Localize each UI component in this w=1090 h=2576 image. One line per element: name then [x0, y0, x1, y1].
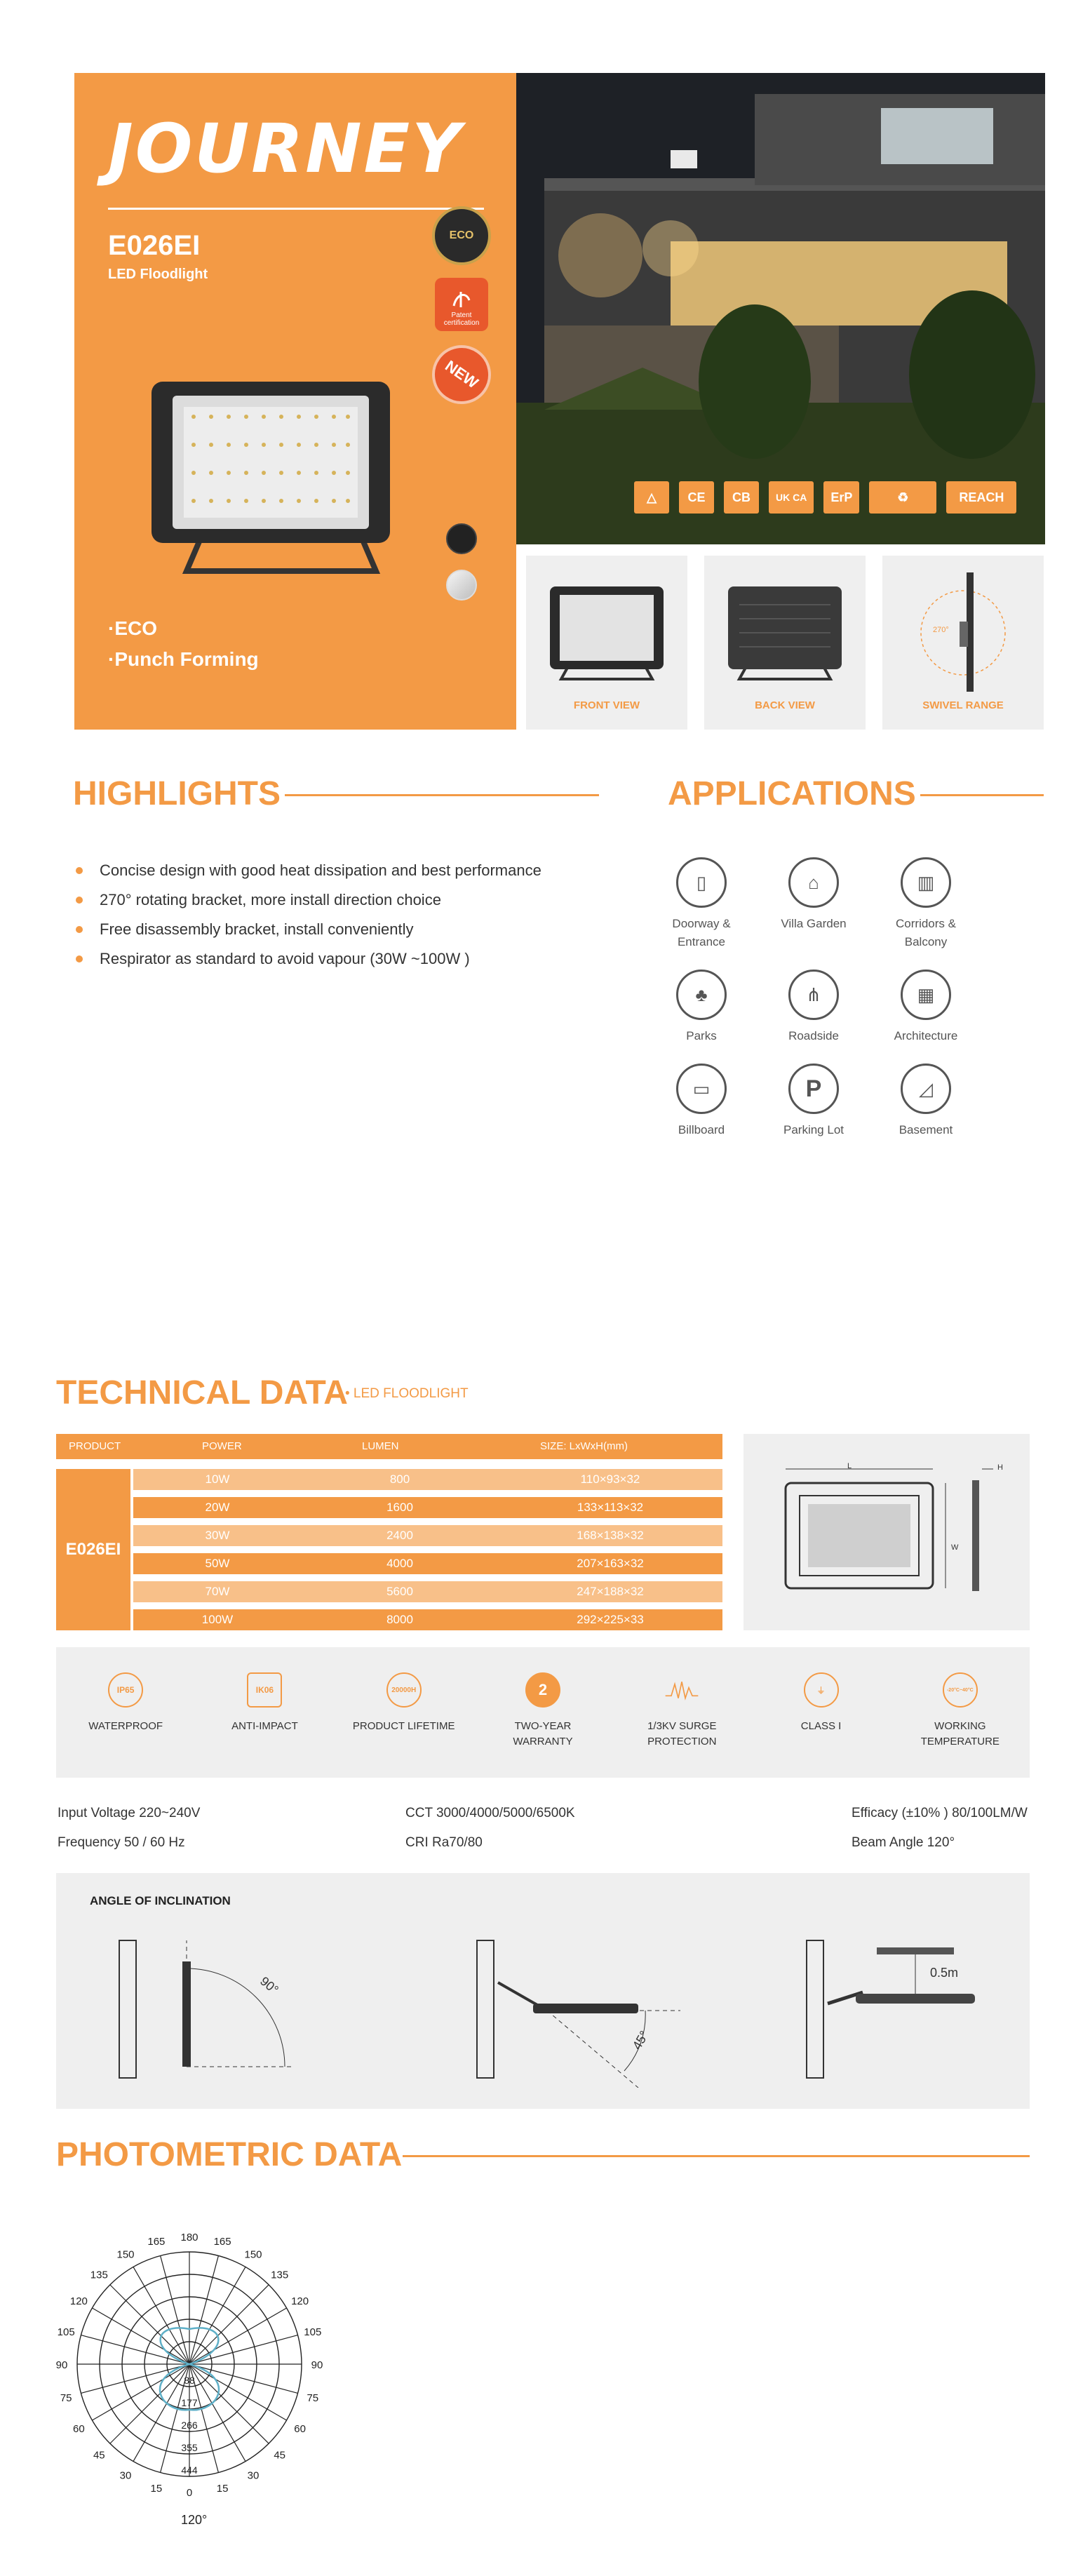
road-trees-icon: ⋔ [788, 970, 839, 1020]
feature-class-i: ⏚ CLASS I [762, 1672, 881, 1734]
table-row: 20W 1600 133×113×32 [133, 1497, 722, 1518]
stairs-icon: ◿ [901, 1064, 951, 1114]
feature-item: ·Punch Forming [108, 648, 259, 670]
feature-icon-strip [56, 1647, 1030, 1778]
polar-angle-label: 135 [90, 2269, 108, 2281]
polar-radial-label: 88 [184, 2375, 195, 2386]
tree-bench-icon: ♣ [676, 970, 727, 1020]
front-view-icon [547, 584, 666, 682]
cb-cert-badge: CB [724, 481, 759, 514]
highlights-rule [285, 794, 599, 796]
application-item: ▥ Corridors & Balcony [870, 857, 982, 951]
hero-scene-photo [516, 73, 1045, 544]
color-swatch-black[interactable] [446, 523, 477, 554]
polar-radial-label: 266 [181, 2420, 198, 2431]
polar-spoke [189, 2364, 245, 2462]
table-row: 30W 2400 168×138×32 [133, 1525, 722, 1546]
application-item: ◿ Basement [870, 1064, 982, 1139]
erp-cert-badge: ErP [823, 481, 859, 514]
feature-list [108, 613, 259, 675]
feature-anti-impact: IK06 ANTI-IMPACT [205, 1672, 324, 1734]
polar-angle-label: 120 [291, 2295, 309, 2307]
hero-panel [74, 73, 516, 730]
feature-surge: 1/3KV SURGE PROTECTION [622, 1672, 741, 1750]
polar-radial-label: 444 [181, 2464, 198, 2476]
inclination-distance-diagram [800, 1933, 1010, 2088]
spec-beam-angle: Beam Angle 120° [852, 1835, 955, 1850]
swivel-range-icon [910, 565, 1016, 699]
polar-spoke [189, 2267, 245, 2364]
highlight-item: Concise design with good heat dissipation and best performance [74, 856, 541, 885]
polar-spoke [92, 2364, 189, 2420]
photometric-rule [403, 2155, 1030, 2157]
spec-cct: CCT 3000/4000/5000/6500K [405, 1806, 575, 1820]
highlight-item: Free disassembly bracket, install conveniently [74, 915, 541, 944]
dim-length-label: L [847, 1462, 852, 1470]
feature-warranty: 2 TWO-YEAR WARRANTY [483, 1672, 603, 1750]
polar-angle-label: 180 [180, 2232, 199, 2243]
polar-spoke [189, 2364, 287, 2420]
new-badge-icon: NEW [421, 334, 503, 416]
application-item: ⋔ Roadside [758, 970, 870, 1045]
swivel-range-label: SWIVEL RANGE [922, 699, 1004, 711]
front-view-label: FRONT VIEW [573, 699, 640, 711]
polar-spoke [133, 2267, 189, 2364]
feature-waterproof: IP65 WATERPROOF [66, 1672, 185, 1734]
polar-spoke [189, 2285, 269, 2364]
header-lumen: LUMEN [362, 1440, 399, 1452]
beam-angle-caption: 120° [181, 2513, 208, 2527]
inclination-45-diagram [470, 1933, 701, 2088]
photometric-title: PHOTOMETRIC DATA [56, 2136, 403, 2173]
swivel-angle: 270° [933, 626, 949, 634]
polar-angle-label: 30 [247, 2469, 260, 2482]
parking-icon: P [788, 1064, 839, 1114]
polar-angle-label: 105 [304, 2326, 322, 2338]
technical-data-subtitle: • LED FLOODLIGHT [345, 1386, 469, 1401]
polar-angle-label: 120 [69, 2295, 88, 2307]
application-item: ▯ Doorway & Entrance [645, 857, 758, 951]
spec-efficacy: Efficacy (±10% ) 80/100LM/W [852, 1806, 1028, 1820]
distance-label: 0.5m [930, 1966, 959, 1980]
spec-frequency: Frequency 50 / 60 Hz [58, 1835, 185, 1850]
highlight-item: 270° rotating bracket, more install direction choice [74, 885, 541, 915]
model-name: E026EI [108, 230, 201, 261]
polar-angle-label: 90 [311, 2359, 323, 2371]
building-icon: ▦ [901, 970, 951, 1020]
polar-angle-label: 135 [271, 2269, 289, 2281]
polar-radial-label: 355 [181, 2442, 198, 2453]
front-view-card[interactable] [526, 556, 687, 730]
polar-angle-label: 45 [93, 2449, 105, 2462]
reach-cert-badge: REACH [946, 481, 1016, 514]
rohs-cert-icon: ♻ [869, 481, 936, 514]
header-product: PRODUCT [69, 1440, 121, 1452]
polar-angle-label: 75 [307, 2392, 319, 2405]
highlights-list [74, 856, 541, 974]
applications-title: APPLICATIONS [668, 775, 916, 812]
polar-spoke [189, 2364, 269, 2443]
table-row: 50W 4000 207×163×32 [133, 1553, 722, 1574]
applications-rule [920, 794, 1044, 796]
certification-row [634, 481, 1016, 514]
ce-cert-badge: CE [679, 481, 714, 514]
application-item: ♣ Parks [645, 970, 758, 1045]
model-subtitle: LED Floodlight [108, 267, 208, 282]
application-item: ⌂ Villa Garden [758, 857, 870, 951]
brand-divider [108, 208, 484, 210]
eco-badge-icon: ECO [432, 206, 491, 265]
polar-spoke [110, 2285, 189, 2364]
feature-lifetime: 20000H PRODUCT LIFETIME [344, 1672, 464, 1734]
polar-angle-label: 15 [150, 2482, 163, 2495]
polar-spoke [81, 2364, 189, 2393]
application-item: ▭ Billboard [645, 1064, 758, 1139]
polar-angle-label: 165 [147, 2236, 166, 2248]
polar-angle-label: 165 [213, 2236, 231, 2248]
inclination-card [56, 1873, 1030, 2109]
applications-grid [645, 857, 982, 1139]
house-icon: ⌂ [788, 857, 839, 908]
spec-cri: CRI Ra70/80 [405, 1835, 483, 1850]
billboard-icon: ▭ [676, 1064, 727, 1114]
patent-badge-icon: Patent certification [435, 278, 488, 331]
header-power: POWER [202, 1440, 242, 1452]
spec-table-product: E026EI [56, 1469, 130, 1630]
polar-angle-label: 105 [57, 2326, 75, 2338]
color-swatch-white[interactable] [446, 570, 477, 601]
door-icon: ▯ [676, 857, 727, 908]
highlight-item: Respirator as standard to avoid vapour (30W ~100W ) [74, 944, 541, 974]
polar-angle-label: 45 [274, 2449, 286, 2462]
polar-spoke [189, 2308, 287, 2364]
back-view-label: BACK VIEW [755, 699, 815, 711]
feature-item: ·ECO [108, 617, 157, 639]
swivel-range-card[interactable] [882, 556, 1044, 730]
ground-icon: ⏚ [804, 1672, 839, 1708]
polar-curve-chart [42, 2210, 351, 2504]
table-row: 10W 800 110×93×32 [133, 1469, 722, 1490]
polar-spoke [81, 2335, 189, 2364]
waterproof-icon: IP65 [108, 1672, 143, 1708]
table-row: 100W 8000 292×225×33 [133, 1609, 722, 1630]
ukca-cert-badge: UK CA [769, 481, 814, 514]
back-view-card[interactable] [704, 556, 866, 730]
polar-spoke [110, 2364, 189, 2443]
polar-angle-label: 90 [55, 2359, 68, 2371]
dimension-drawing-card [744, 1434, 1030, 1630]
surge-wave-icon [664, 1672, 699, 1708]
header-size: SIZE: LxWxH(mm) [540, 1440, 628, 1452]
polar-angle-label: 150 [244, 2248, 262, 2261]
polar-spoke [189, 2255, 218, 2364]
corridor-icon: ▥ [901, 857, 951, 908]
feature-temperature: -20°C~40°C WORKING TEMPERATURE [901, 1672, 1020, 1750]
spec-table-header [56, 1434, 722, 1459]
floodlight-product-icon [144, 368, 411, 592]
application-item: ▦ Architecture [870, 970, 982, 1045]
spec-input-voltage: Input Voltage 220~240V [58, 1806, 201, 1820]
dim-height-label: H [997, 1463, 1003, 1472]
polar-angle-label: 60 [294, 2423, 306, 2435]
inclination-title: ANGLE OF INCLINATION [90, 1894, 231, 1907]
inclination-90-diagram [112, 1933, 323, 2088]
warranty-icon: 2 [525, 1672, 560, 1708]
dim-width-label: W [951, 1543, 959, 1552]
polar-angle-label: 0 [186, 2487, 193, 2499]
polar-angle-label: 150 [116, 2248, 135, 2261]
dimension-drawing-icon [772, 1462, 1003, 1609]
polar-angle-label: 30 [119, 2469, 132, 2482]
polar-spoke [189, 2335, 298, 2364]
anti-impact-icon: IK06 [247, 1672, 282, 1708]
sun-temperature-icon: -20°C~40°C [943, 1672, 978, 1708]
table-row: 70W 5600 247×188×32 [133, 1581, 722, 1602]
back-view-icon [725, 584, 845, 682]
application-item: P Parking Lot [758, 1064, 870, 1139]
polar-angle-label: 60 [73, 2423, 85, 2435]
angle-45-label: 45° [629, 2028, 652, 2053]
polar-angle-label: 75 [60, 2392, 72, 2405]
polar-spoke [189, 2364, 298, 2393]
highlights-title: HIGHLIGHTS [73, 775, 281, 812]
technical-data-title: TECHNICAL DATA [56, 1374, 348, 1411]
polar-spoke [161, 2255, 189, 2364]
polar-radial-label: 177 [181, 2397, 198, 2408]
angle-90-label: 90° [257, 1973, 281, 1997]
polar-angle-label: 15 [216, 2482, 229, 2495]
lifetime-icon: 20000H [386, 1672, 422, 1708]
brand-logo: JOURNEY [108, 109, 463, 188]
polar-spoke [92, 2308, 189, 2364]
house-night-illustration [516, 73, 1045, 544]
triangle-cert-icon: △ [634, 481, 669, 514]
